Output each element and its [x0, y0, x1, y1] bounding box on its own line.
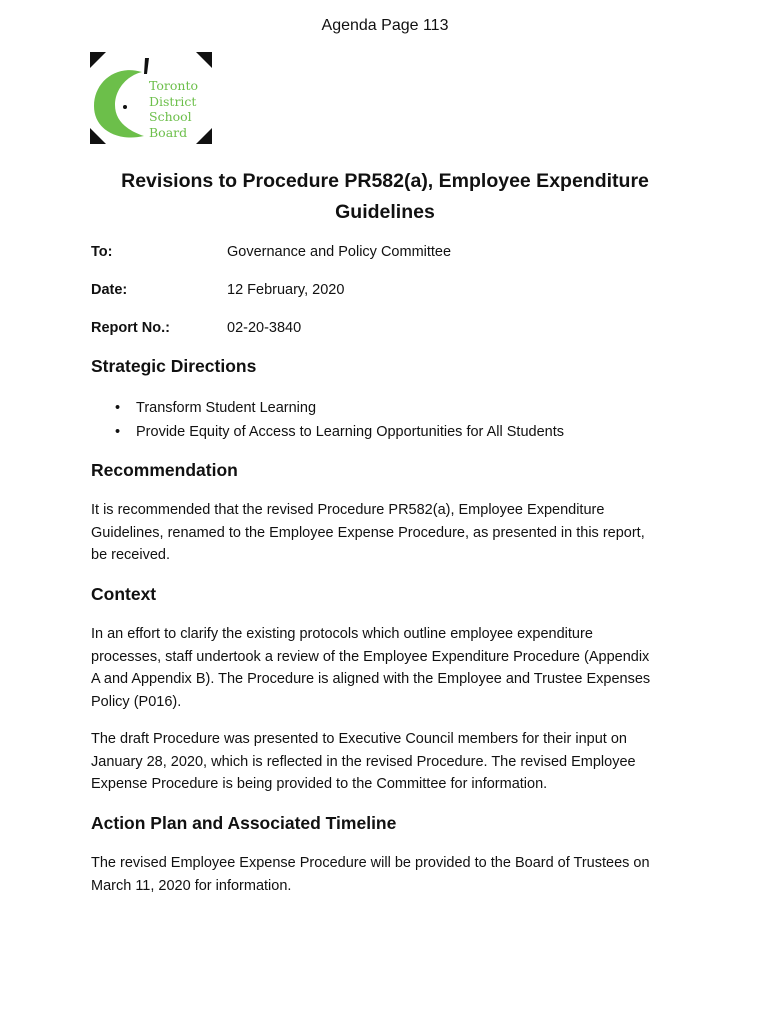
logo-line-toronto: Toronto — [149, 78, 198, 93]
text-line: January 28, 2020, which is reflected in the revised Procedure. The revised Employee — [91, 753, 636, 770]
strategic-directions-list — [91, 397, 564, 444]
logo-line-school: School — [149, 109, 192, 124]
title-line-1: Revisions to Procedure PR582(a), Employee Expenditure — [121, 170, 649, 192]
title-line-2: Guidelines — [335, 201, 435, 223]
context-paragraph-1 — [91, 623, 691, 713]
action-plan-heading: Action Plan and Associated Timeline — [91, 813, 397, 833]
list-item — [91, 421, 564, 445]
bullet-icon: • — [115, 400, 121, 416]
bullet-icon: • — [115, 423, 121, 440]
logo-line-district: District — [149, 93, 197, 109]
strategic-directions-heading: Strategic Directions — [91, 356, 257, 376]
text-line: A and Appendix B). The Procedure is aligned with the Employee and Trustee Expenses — [91, 671, 651, 687]
text-line: In an effort to clarify the existing protocols which outline employee expenditure — [91, 626, 593, 642]
date-value: 12 February, 2020 — [227, 282, 345, 298]
date-label: Date: — [91, 282, 128, 298]
tdsb-logo — [88, 50, 214, 146]
document-title — [80, 166, 690, 228]
text-line: March 11, 2020 for information. — [91, 877, 292, 894]
context-heading: Context — [91, 584, 157, 604]
text-line: Policy (P016). — [91, 693, 182, 710]
logo-wordmark — [149, 78, 198, 140]
recommendation-heading: Recommendation — [91, 460, 238, 480]
logo-line-board: Board — [149, 124, 188, 140]
agenda-page-header: Agenda Page 113 — [321, 17, 449, 34]
text-line: Expense Procedure is being provided to the Committee for information. — [91, 776, 548, 792]
list-item — [91, 397, 564, 421]
list-item-text: Provide Equity of Access to Learning Opportunities for All Students — [136, 423, 564, 440]
to-label: To: — [91, 244, 113, 260]
report-number-label: Report No.: — [91, 320, 170, 336]
action-plan-paragraph — [91, 852, 691, 897]
text-line: The revised Employee Expense Procedure will be provided to the Board of Trustees on — [91, 855, 650, 871]
context-paragraph-2 — [91, 728, 691, 796]
recommendation-paragraph — [91, 499, 691, 567]
list-item-text: Transform Student Learning — [136, 400, 317, 416]
text-line: Guidelines, renamed to the Employee Expense Procedure, as presented in this report, — [91, 524, 645, 541]
text-line: be received. — [91, 547, 170, 563]
text-line: It is recommended that the revised Procedure PR582(a), Employee Expenditure — [91, 502, 605, 518]
report-number-value: 02-20-3840 — [227, 320, 302, 336]
to-value: Governance and Policy Committee — [227, 244, 452, 260]
text-line: The draft Procedure was presented to Executive Council members for their input on — [91, 731, 627, 747]
text-line: processes, staff undertook a review of the Employee Expenditure Procedure (Appendix — [91, 648, 650, 665]
